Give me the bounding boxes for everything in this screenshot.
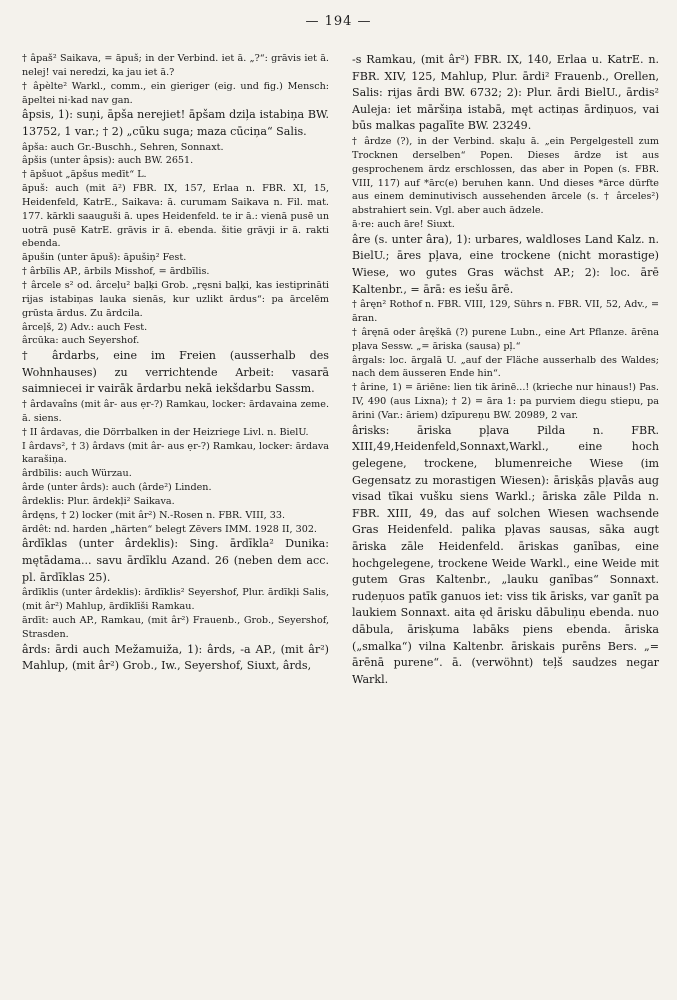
dictionary-entry: † ârdze (?), in der Verbind. skaļu ā. „ein Pergelgestell zum Trocknen derselben“ Popen. Dieses ārdze ist aus gesprochenem ārdz erschlossen, das aber in Popen (s. FBR. VIII, 117) auf *ārc(e) beruhen kann. Und dieses *ārce dürfte aus einem deminutivisch aussehenden ārcele (s. † ârceles²) abstrahiert sein. Vgl. aber auch ādzele. [352, 135, 659, 217]
dictionary-entry: ârdeklis: Plur. ārdekļi² Saikava. [22, 495, 175, 507]
dictionary-entry: âpšis (unter âpsis): auch BW. 2651. [22, 155, 194, 167]
dictionary-entry: ârde (unter ârds): auch (ârde²) Linden. [22, 482, 212, 494]
dictionary-entry: † ârdarbs, eine im Freien (ausserhalb des Wohnhauses) zu verrichtende Arbeit: vasarā saimniecei ir vairāk ārdarbu nekā iekšdarbu Sassm. [22, 349, 329, 396]
dictionary-entry: ârcūka: auch Seyershof. [22, 335, 140, 347]
dictionary-entry: āpušin (unter āpuš): āpušiņ² Fest. [22, 252, 187, 264]
dictionary-entry: ârdęns, † 2) locker (mit âr²) N.-Rosen n. FBR. VIII, 33. [22, 509, 286, 521]
dictionary-entry: ârdīklis (unter ârdeklis): ārdīklis² Seyershof, Plur. ārdīkļi Salis, (mit âr²) Mahlup, ārdīklīši Ramkau. [22, 587, 329, 613]
dictionary-entry: † âręnā oder âręškā (?) purene Lubn., eine Art Pflanze. ārēna pļava Sessw. „= āriska (sausa) pļ.“ [352, 326, 659, 352]
right-column [352, 52, 659, 994]
dictionary-entry: ârceļš, 2) Adv.: auch Fest. [22, 321, 148, 333]
dictionary-entry: ā·re: auch āre! Siuxt. [352, 219, 455, 231]
dictionary-entry: † ârdavaîns (mit âr- aus ẹr-?) Ramkau, locker: ārdavaina zeme. ā. siens. [22, 399, 329, 424]
dictionary-entry: ârisks: āriska pļava Pilda n. FBR. XIII,49,Heidenfeld,Sonnaxt,Warkl., eine hoch gelegene, trockene, blumenreiche Wiese (im Gegensatz zu morastigen Wiesen): ārisķās pļavās aug visad tīkai vušku siens Warkl.; āriska zāle Pilda n. FBR. XIII, 49, das auf solchen Wiesen wachsende Gras Heidenfeld. palika pļavas sausas, sāka augt āriska zāle Heidenfeld. āriskas ganības, eine hochgelegene, trockene Weide Warkl., eine Weide mit gutem Gras Kaltenbr., „lauku ganības“ Sonnaxt. rudeņuos patīk ganuos iet: viss tik ārisks, var ganīt pa laukiem Sonnaxt. aita ęd ārisku dābuliņu ebenda. nuo dābula, ārisķuma labāks piens ebenda. āriska („smalka“) vilna Kaltenbr. āriskais purēns Bers. „= ārēnā purene“. ā. (verwöhnt) teļš saudzes negar Warkl. [352, 423, 659, 686]
dictionary-entry: ârds: ārdi auch Mežamuiža, 1): ârds, -a AP., (mit âr²) Mahlup, (mit âr²) Grob., Iw., Seyershof, Siuxt, ârds, [22, 642, 329, 673]
dictionary-entry: † âpèlte² Warkl., comm., ein gieriger (eig. und fig.) Mensch: āpeltei ni·kad nav gan. [22, 80, 329, 106]
dictionary-entry: ārdīt: auch AP., Ramkau, (mit âr²) Frauenb., Grob., Seyershof, Strasden. [22, 614, 329, 640]
dictionary-entry: † ârbīlis AP., ārbils Misshof, = ārdbīlis. [22, 266, 210, 278]
dictionary-entry: † ârine, 1) = āriēne: lien tik ārinē...! (krieche nur hinaus!) Pas. IV, 490 (aus Lixna); † 2) = āra 1: pa purviem diegu stiepu, pa ārini (Var.: āriem) dzīpureņu BW. 20989, 2 var. [352, 382, 659, 421]
dictionary-entry: † ârcele s² od. ârceļu² baļķi Grob. „ręsni baļķi, kas iestiprināti rijas istabiņas lauka sienās, kur uzlikt ārdus“: pa ārcelēm grūsta ārdus. Zu ārdcila. [22, 280, 329, 319]
dictionary-entry: † âpaš² Saikava, = āpuš; in der Verbind. iet ā. „?“: grāvis iet ā. nelej! vai neredzi, ka jau iet ā.? [22, 53, 329, 78]
dictionary-entry: āpuš: auch (mit ā²) FBR. IX, 157, Erlaa n. FBR. XI, 15, Heidenfeld, KatrE., Saikava: ā. curumam Saikava n. Fil. mat. 177. kārkli saauguši ā. upes Heidenfeld. te ir ā.: vienā pusē un uotrā pusē KatrE. grāvis ir ā. ebenda. šitie grāvji ir ā. rakti ebenda. [22, 183, 329, 250]
dictionary-entry: ârdbīlis: auch Würzau. [22, 468, 132, 480]
dictionary-entry: † âręn² Rothof n. FBR. VIII, 129, Sührs n. FBR. VII, 52, Adv., = āran. [352, 299, 659, 325]
dictionary-entry: -s Ramkau, (mit âr²) FBR. IX, 140, Erlaa u. KatrE. n. FBR. XIV, 125, Mahlup, Plur. ārdi² Frauenb., Orellen, Salis: rijas ārdi BW. 6732; 2): Plur. ārdi BielU., ārdis² Auleja: iet māršiņa istabā, męt actiņas ārdiņuos, vai būs malkas pagalīte BW. 23249. [352, 53, 659, 133]
dictionary-entry: âpsis, 1): suņi, āpša nerejiet! āpšam dziļa istabiņa BW. 13752, 1 var.; † 2) „cūku suga; maza cūciņa“ Salis. [22, 108, 329, 138]
dictionary-entry: † II ârdavas, die Dörrbalken in der Heizriege Livl. n. BielU. [22, 426, 309, 438]
left-column [22, 52, 329, 994]
dictionary-entry: I ârdavs², † 3) ârdavs (mit âr- aus ẹr-?) Ramkau, locker: ārdava karašiņa. [22, 440, 329, 466]
dictionary-entry: âpša: auch Gr.-Buschh., Sehren, Sonnaxt. [22, 141, 224, 153]
dictionary-entry: ârdīklas (unter ârdeklis): Sing. ārdīkla² Dunika: mętādama... savu ārdīklu Azand. 26 (neben dem acc. pl. ārdīklas 25). [22, 537, 329, 584]
dictionary-entry: † āpšuot „āpšus medīt“ L. [22, 169, 147, 181]
page-number: — 194 — [305, 14, 372, 29]
dictionary-entry: ârgals: loc. ārgalā U. „auf der Fläche ausserhalb des Waldes; nach dem äusseren Ende hin“. [352, 354, 659, 380]
dictionary-entry: ārdêt: nd. harden „härten“ belegt Zēvers IMM. 1928 II, 302. [22, 523, 317, 535]
dictionary-entry: âre (s. unter âra), 1): urbares, waldloses Land Kalz. n. BielU.; āres pļava, eine trockene (nicht morastige) Wiese, wo gutes Gras wächst AP.; 2): loc. ārē Kaltenbr., = ārā: es iešu ārē. [352, 232, 659, 296]
